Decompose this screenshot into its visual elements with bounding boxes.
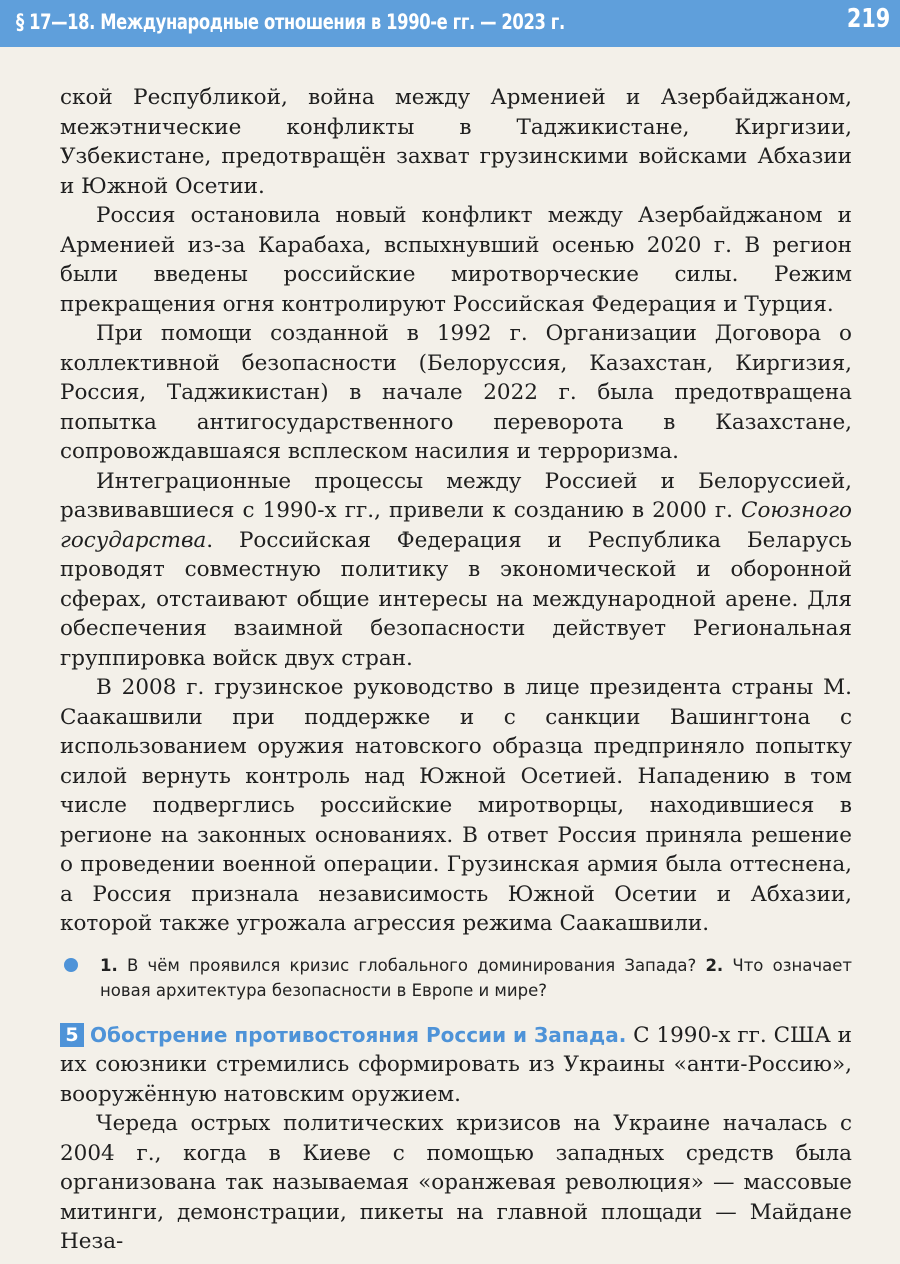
question-1-text: В чём проявился кризис глобального доминирования Запада? [117,955,706,975]
section-title: Обострение противостояния России и Запада. [90,1022,627,1047]
section-number-badge: 5 [60,1023,84,1047]
paragraph-3: При помощи созданной в 1992 г. Организации Договора о коллективной безопасности (Белоруссия, Казахстан, Киргизия, Россия, Таджикистан) в начале 2022 г. была предотвращена попытка антигосударственного переворота в Казахстане, сопровождавшаяся всплеском насилия и терроризма. [60,321,852,464]
paragraph-1: ской Республикой, война между Арменией и Азербайджаном, межэтнические конфликты в Таджикистане, Киргизии, Узбекистане, предотвращён захват грузинскими войсками Абхазии и Южной Осетии. [60,85,852,199]
section-5-paragraph [60,1021,852,1110]
body-text [60,83,852,1257]
paragraph-2: Россия остановила новый конфликт между Азербайджаном и Арменией из-за Карабаха, вспыхнувший осенью 2020 г. В регион были введены российские миротворческие силы. Режим прекращения огня контролируют Российская Федерация и Турция. [60,203,852,317]
union-state-term: Союзного государства [60,498,852,553]
question-2-number: 2. [705,955,724,975]
chapter-title: § 17—18. Международные отношения в 1990-е гг. — 2023 г. [16,10,565,34]
paragraph-5: В 2008 г. грузинское руководство в лице президента страны М. Саакашвили при поддержке и с санкции Вашингтона с использованием оружия натовского образца предприняло попытку силой вернуть контроль над Южной Осетией. Нападению в том числе подверглись российские миротворцы, находившиеся в регионе на законных основаниях. В ответ Россия приняла решение о проведении военной операции. Грузинская армия была оттеснена, а Россия признала независимость Южной Осетии и Абхазии, которой также угрожала агрессия режима Саакашвили. [60,675,852,936]
question-bullet-icon [64,958,78,972]
review-questions [60,953,852,1003]
page-header [0,0,900,47]
page-number: 219 [846,4,890,34]
paragraph-4 [60,467,852,674]
question-1-number: 1. [100,955,118,975]
section-5-text: С 1990-х гг. США и их союзники стремились сформировать из Украины «анти-Россию», вооружённую натовским оружием. [60,1022,853,1107]
paragraph-4-start: Интеграционные процессы между Россией и Белоруссией, развивавшиеся с 1990-х гг., привели к созданию в 2000 г. [60,468,852,523]
question-2-text: Что означает новая архитектура безопасности в Европе и мире? [100,955,852,1000]
paragraph-last: Череда острых политических кризисов на Украине началась с 2004 г., когда в Киеве с помощью западных средств была организована так называемая «оранжевая революция» — массовые митинги, демонстрации, пикеты на главной площади — Майдане Неза- [60,1111,852,1254]
paragraph-4-end: . Российская Федерация и Республика Беларусь проводят совместную политику в экономической и оборонной сферах, отстаивают общие интересы на международной арене. Для обеспечения взаимной безопасности действует Региональная группировка войск двух стран. [60,527,852,671]
